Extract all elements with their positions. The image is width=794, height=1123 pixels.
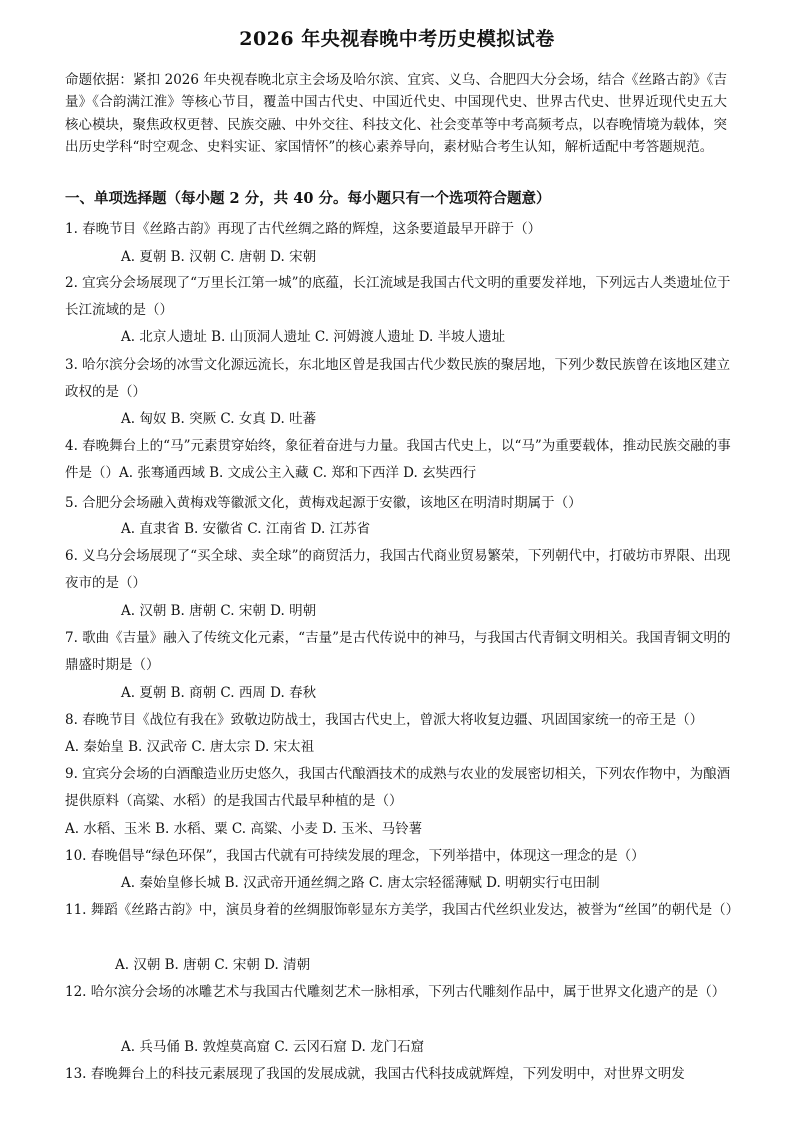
question-options: A. 水稻、玉米 B. 水稻、粟 C. 高粱、小麦 D. 玉米、马铃薯 <box>65 821 423 837</box>
question-stem: 9. 宜宾分会场的白酒酿造业历史悠久，我国古代酿酒技术的成熟与农业的发展密切相关，下列农作物中，为酿酒提供原料（高粱、水稻）的是我国古代最早种植的是（） <box>65 766 731 809</box>
exam-title: 2026 年央视春晚中考历史模拟试卷 <box>239 28 555 50</box>
question-options: A. 秦始皇 B. 汉武帝 C. 唐太宗 D. 宋太祖 <box>65 739 315 755</box>
question-stem: 8. 春晚节目《战位有我在》致敬边防战士，我国古代史上，曾派大将收复边疆、巩固国家统一的帝王是（） <box>65 712 704 728</box>
question-stem: 2. 宜宾分会场展现了“万里长江第一城”的底蕴，长江流域是我国古代文明的重要发祥地，下列远古人类遗址位于长江流域的是（） <box>65 275 731 318</box>
question-stem: 3. 哈尔滨分会场的冰雪文化源远流长，东北地区曾是我国古代少数民族的聚居地，下列少数民族曾在该地区建立政权的是（） <box>65 357 731 400</box>
question-stem: 7. 歌曲《吉量》融入了传统文化元素，“吉量”是古代传说中的神马，与我国古代青铜文明相关。我国青铜文明的鼎盛时期是（） <box>65 630 731 673</box>
question-options: A. 张骞通西域 B. 文成公主入藏 C. 郑和下西洋 D. 玄奘西行 <box>119 464 477 481</box>
question-options: A. 北京人遗址 B. 山顶洞人遗址 C. 河姆渡人遗址 D. 半坡人遗址 <box>121 329 506 345</box>
question-stem: 10. 春晚倡导“绿色环保”，我国古代就有可持续发展的理念，下列举措中，体现这一理念的是（） <box>65 848 645 864</box>
question-stem: 5. 合肥分会场融入黄梅戏等徽派文化，黄梅戏起源于安徽，该地区在明清时期属于（） <box>65 495 582 511</box>
question-options: A. 兵马俑 B. 敦煌莫高窟 C. 云冈石窟 D. 龙门石窟 <box>121 1039 425 1055</box>
question-block <box>65 433 737 486</box>
question-stem: 1. 春晚节目《丝路古韵》再现了古代丝绸之路的辉煌，这条要道最早开辟于（） <box>65 221 542 237</box>
question-options: A. 汉朝 B. 唐朝 C. 宋朝 D. 清朝 <box>115 957 311 973</box>
question-stem: 11. 舞蹈《丝路古韵》中，演员身着的丝绸服饰彰显东方美学，我国古代丝织业发达，被誉为“丝国”的朝代是（） <box>65 902 740 918</box>
question-options: A. 汉朝 B. 唐朝 C. 宋朝 D. 明朝 <box>121 603 317 619</box>
question-options: A. 夏朝 B. 商朝 C. 西周 D. 春秋 <box>121 685 317 701</box>
question-stem: 6. 义乌分会场展现了“买全球、卖全球”的商贸活力，我国古代商业贸易繁荣，下列朝代中，打破坊市界限、出现夜市的是（） <box>65 548 731 591</box>
proposition-basis: 命题依据：紧扣 2026 年央视春晚北京主会场及哈尔滨、宜宾、义乌、合肥四大分会场，结合《丝路古韵》《吉量》《合韵满江淮》等核心节目，覆盖中国古代史、中国近代史、中国现代史、世界古代史、世界近现代史五大核心模块，聚焦政权更替、民族交融、中外交往、科技文化、社会变革等中考高频考点，以春晚情境为载体，突出历史学科“时空观念、史料实证、家国情怀”的核心素养导向，素材贴合考生认知，解析适配中考答题规范。 <box>65 72 728 156</box>
question-options: A. 匈奴 B. 突厥 C. 女真 D. 吐蕃 <box>121 411 317 427</box>
question-options: A. 夏朝 B. 汉朝 C. 唐朝 D. 宋朝 <box>121 249 317 265</box>
question-stem: 12. 哈尔滨分会场的冰雕艺术与我国古代雕刻艺术一脉相承，下列古代雕刻作品中，属于世界文化遗产的是（） <box>65 984 726 1000</box>
question-stem: 4. 春晚舞台上的“马”元素贯穿始终，象征着奋进与力量。我国古代史上，以“马”为重要载体，推动民族交融的事件是（） <box>65 438 731 481</box>
question-options: A. 秦始皇修长城 B. 汉武帝开通丝绸之路 C. 唐太宗轻徭薄赋 D. 明朝实行屯田制 <box>121 875 600 891</box>
question-stem: 13. 春晚舞台上的科技元素展现了我国的发展成就，我国古代科技成就辉煌，下列发明中，对世界文明发 <box>65 1066 685 1082</box>
question-options: A. 直隶省 B. 安徽省 C. 江南省 D. 江苏省 <box>121 521 371 537</box>
section-heading-single-choice: 一、单项选择题（每小题 2 分，共 40 分。每小题只有一个选项符合题意） <box>65 190 551 207</box>
